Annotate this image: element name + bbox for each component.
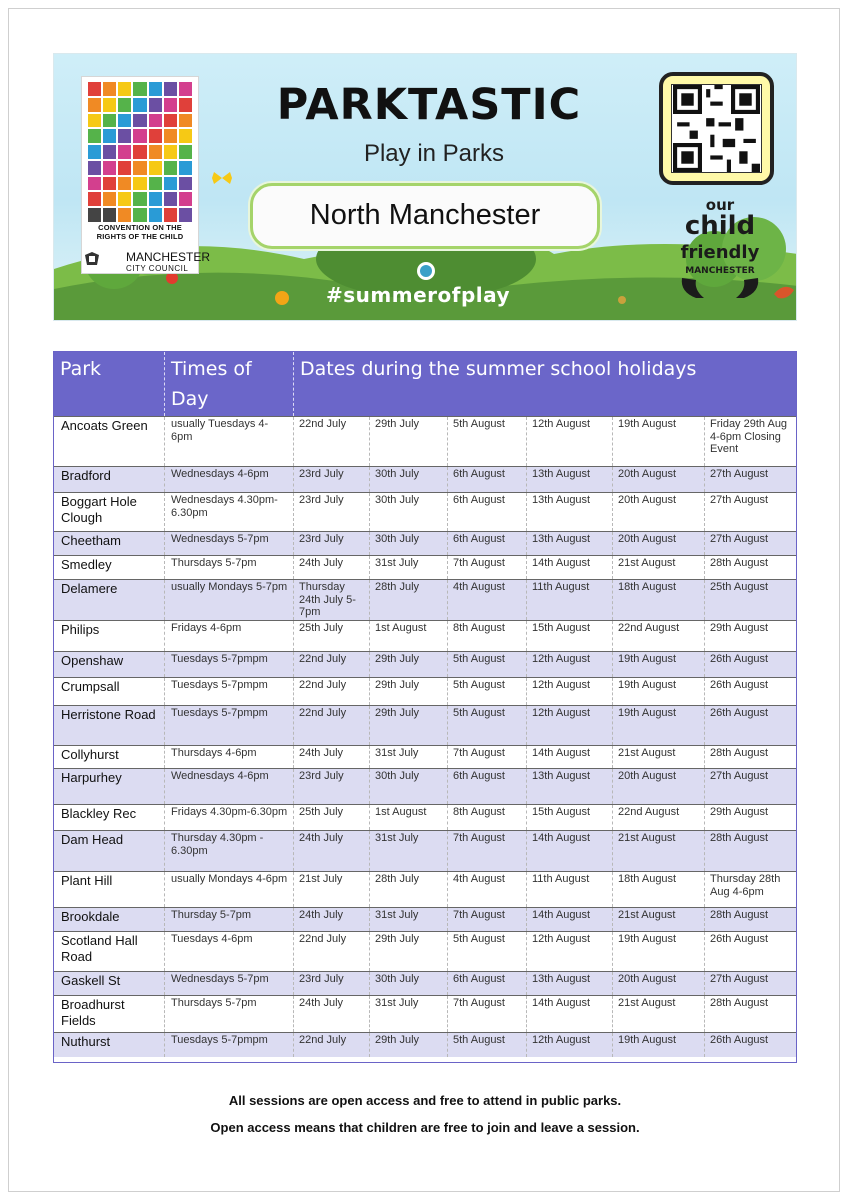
date-cell: 12th August [526,932,612,971]
park-name-cell: Nuthurst [61,1034,111,1049]
date-cell: 24th July [293,556,369,579]
date-cell: 19th August [612,652,704,677]
date-cell: 22nd July [293,417,369,466]
date-cell: 29th July [369,1033,447,1057]
session-time-cell: Tuesdays 4-6pm [164,932,293,971]
date-cell: 15th August [526,621,612,651]
table-row [54,768,796,804]
date-cell: 20th August [612,532,704,555]
date-cell: 28th August [704,746,796,768]
header-dates: Dates during the summer school holidays [300,358,697,380]
date-cell: 13th August [526,532,612,555]
date-cell: 26th August [704,706,796,745]
date-cell: 21st August [612,746,704,768]
hashtag: #summerofplay [326,283,511,307]
table-row [54,531,796,555]
date-cell: 12th August [526,1033,612,1057]
session-time-cell: usually Mondays 4-6pm [164,872,293,907]
table-row [54,995,796,1032]
table-row [54,466,796,492]
date-cell: 18th August [612,872,704,907]
hands-icon [674,276,766,300]
date-cell: 4th August [447,872,526,907]
date-cell: 6th August [447,769,526,804]
table-row [54,579,796,620]
footer-note-open-access: Open access means that children are free to join and leave a session. [210,1120,640,1135]
date-cell: 19th August [612,678,704,705]
park-name-cell: Herristone Road [61,707,156,722]
date-cell: 14th August [526,996,612,1032]
crc-logo [81,76,211,274]
park-name-cell: Ancoats Green [61,418,148,433]
date-cell: 4th August [447,580,526,620]
date-cell: 5th August [447,932,526,971]
session-time-cell: Tuesdays 5-7pmpm [164,706,293,745]
date-cell: 22nd July [293,678,369,705]
date-cell: 26th August [704,652,796,677]
date-cell: 26th August [704,678,796,705]
date-cell: 13th August [526,972,612,995]
table-row [54,651,796,677]
date-cell: 19th August [612,932,704,971]
date-cell: 19th August [612,417,704,466]
table-row [54,705,796,745]
table-row [54,907,796,931]
date-cell: 14th August [526,556,612,579]
council-subtitle: CITY COUNCIL [126,264,189,273]
date-cell: 5th August [447,417,526,466]
badge-word: our [705,196,735,214]
date-cell: 31st July [369,831,447,871]
date-cell: 23rd July [293,972,369,995]
date-cell: 13th August [526,467,612,492]
park-name-cell: Boggart Hole Clough [61,494,137,525]
date-cell: 29th July [369,417,447,466]
date-cell: 28th July [369,872,447,907]
date-cell: 7th August [447,746,526,768]
date-cell: 21st August [612,831,704,871]
date-cell: 29th July [369,678,447,705]
session-time-cell: Thursdays 5-7pm [164,996,293,1032]
date-cell: 21st August [612,908,704,931]
park-name-cell: Harpurhey [61,770,122,785]
session-time-cell: Tuesdays 5-7pmpm [164,678,293,705]
event-subtitle: Play in Parks [363,140,505,167]
date-cell: 23rd July [293,493,369,531]
date-cell: 6th August [447,493,526,531]
table-row [54,620,796,651]
park-name-cell: Dam Head [61,832,124,847]
badge-word: child [684,211,756,241]
date-cell: 8th August [447,621,526,651]
session-time-cell: Wednesdays 4-6pm [164,467,293,492]
date-cell: 27th August [704,493,796,531]
park-name-cell: Collyhurst [61,747,119,762]
footer-note-access: All sessions are open access and free to attend in public parks. [228,1093,622,1108]
date-cell: 12th August [526,417,612,466]
table-row [54,931,796,971]
date-cell: 21st August [612,996,704,1032]
date-cell: 25th July [293,621,369,651]
date-cell: 20th August [612,467,704,492]
date-cell: 31st July [369,908,447,931]
date-cell: 22nd August [612,621,704,651]
park-name-cell: Openshaw [61,653,124,668]
qr-icon [672,85,761,172]
session-time-cell: Thursdays 4-6pm [164,746,293,768]
date-cell: 14th August [526,831,612,871]
date-cell: 25th August [704,580,796,620]
date-cell: 6th August [447,467,526,492]
date-cell: 27th August [704,972,796,995]
table-row [54,871,796,907]
park-name-cell: Delamere [61,581,118,596]
date-cell: 30th July [369,467,447,492]
qr-code[interactable] [659,72,774,185]
date-cell: 28th August [704,996,796,1032]
session-time-cell: Thursday 5-7pm [164,908,293,931]
child-friendly-manchester-badge [674,194,766,298]
park-name-cell: Blackley Rec [61,806,137,821]
park-name-cell: Cheetham [61,533,121,548]
date-cell: 29th August [704,805,796,830]
schedule-table [53,351,797,1063]
park-name-cell: Plant Hill [61,873,113,888]
date-cell: 7th August [447,908,526,931]
table-row [54,416,796,466]
date-cell: 27th August [704,467,796,492]
park-name-cell: Gaskell St [61,973,121,988]
date-cell: 21st August [612,556,704,579]
session-time-cell: Wednesdays 5-7pm [164,532,293,555]
session-time-cell: Tuesdays 5-7pmpm [164,1033,293,1057]
date-cell: 28th August [704,556,796,579]
date-cell: 30th July [369,493,447,531]
header-times: Times of Day [171,358,252,410]
date-cell: 24th July [293,996,369,1032]
date-cell: 27th August [704,532,796,555]
date-cell: 29th August [704,621,796,651]
session-time-cell: Fridays 4.30pm-6.30pm [164,805,293,830]
date-cell: 1st August [369,621,447,651]
session-time-cell: Wednesdays 4-6pm [164,769,293,804]
date-cell: 23rd July [293,467,369,492]
date-cell: 7th August [447,556,526,579]
date-cell: 5th August [447,706,526,745]
table-row [54,555,796,579]
date-cell: 20th August [612,769,704,804]
date-cell: 23rd July [293,769,369,804]
date-cell: 19th August [612,706,704,745]
date-cell: 11th August [526,872,612,907]
date-cell: 6th August [447,532,526,555]
session-time-cell: usually Tuesdays 4-6pm [164,417,293,466]
city-crest-icon [84,252,100,266]
date-cell: 11th August [526,580,612,620]
table-header [54,352,796,416]
session-time-cell: Wednesdays 5-7pm [164,972,293,995]
date-cell: 27th August [704,769,796,804]
date-cell: 13th August [526,769,612,804]
date-cell: 28th August [704,831,796,871]
date-cell: 7th August [447,831,526,871]
date-cell: 6th August [447,972,526,995]
qr-code-pattern [671,84,762,173]
date-cell: 24th July [293,831,369,871]
date-cell: 8th August [447,805,526,830]
date-cell: 12th August [526,706,612,745]
date-cell: 30th July [369,532,447,555]
date-cell: 5th August [447,678,526,705]
date-cell: 1st August [369,805,447,830]
date-cell: 22nd July [293,1033,369,1057]
date-cell: 24th July [293,908,369,931]
crc-title: CONVENTION ON THE RIGHTS OF THE CHILD [96,223,184,241]
park-name-cell: Broadhurst Fields [61,997,125,1028]
park-name-cell: Philips [61,622,100,637]
table-row [54,745,796,768]
date-cell: 22nd August [612,805,704,830]
table-row [54,971,796,995]
date-cell: 29th July [369,652,447,677]
table-row [54,677,796,705]
table-row [54,804,796,830]
date-cell: 22nd July [293,932,369,971]
date-cell: Thursday 28th Aug 4-6pm [704,872,796,907]
date-cell: 30th July [369,769,447,804]
date-cell: 23rd July [293,532,369,555]
date-cell: 20th August [612,972,704,995]
date-cell: Friday 29th Aug 4-6pm Closing Event [704,417,796,466]
date-cell: 19th August [612,1033,704,1057]
badge-word: MANCHESTER [685,266,755,276]
area-label: North Manchester [250,183,600,249]
date-cell: 5th August [447,652,526,677]
session-time-cell: Fridays 4-6pm [164,621,293,651]
date-cell: 31st July [369,746,447,768]
date-cell: 7th August [447,996,526,1032]
date-cell: 22nd July [293,652,369,677]
council-name: MANCHESTER [126,250,211,264]
date-cell: 15th August [526,805,612,830]
date-cell: 12th August [526,652,612,677]
date-cell: 20th August [612,493,704,531]
date-cell: 26th August [704,1033,796,1057]
session-time-cell: Wednesdays 4.30pm-6.30pm [164,493,293,531]
date-cell: 28th July [369,580,447,620]
date-cell: 30th July [369,972,447,995]
park-name-cell: Scotland Hall Road [61,933,138,964]
date-cell: 12th August [526,678,612,705]
date-cell: 21st July [293,872,369,907]
crc-icon-grid [88,82,192,222]
park-name-cell: Brookdale [61,909,120,924]
session-time-cell: usually Mondays 5-7pm [164,580,293,620]
date-cell: 14th August [526,908,612,931]
park-name-cell: Smedley [61,557,112,572]
date-cell: 24th July [293,746,369,768]
park-name-cell: Bradford [61,468,111,483]
date-cell: 28th August [704,908,796,931]
date-cell: 26th August [704,932,796,971]
date-cell: 29th July [369,706,447,745]
park-name-cell: Crumpsall [61,679,120,694]
date-cell: Thursday 24th July 5-7pm [293,580,369,620]
date-cell: 25th July [293,805,369,830]
badge-word: friendly [680,242,760,263]
table-row [54,830,796,871]
session-time-cell: Thursdays 5-7pm [164,556,293,579]
date-cell: 29th July [369,932,447,971]
date-cell: 31st July [369,996,447,1032]
date-cell: 18th August [612,580,704,620]
date-cell: 14th August [526,746,612,768]
event-title: PARKTASTIC [276,80,582,130]
date-cell: 22nd July [293,706,369,745]
header-park: Park [60,358,102,380]
date-cell: 31st July [369,556,447,579]
parktastic-banner [53,53,797,321]
session-time-cell: Thursday 4.30pm - 6.30pm [164,831,293,871]
date-cell: 5th August [447,1033,526,1057]
table-row [54,492,796,531]
date-cell: 13th August [526,493,612,531]
session-time-cell: Tuesdays 5-7pmpm [164,652,293,677]
table-row [54,1032,796,1057]
